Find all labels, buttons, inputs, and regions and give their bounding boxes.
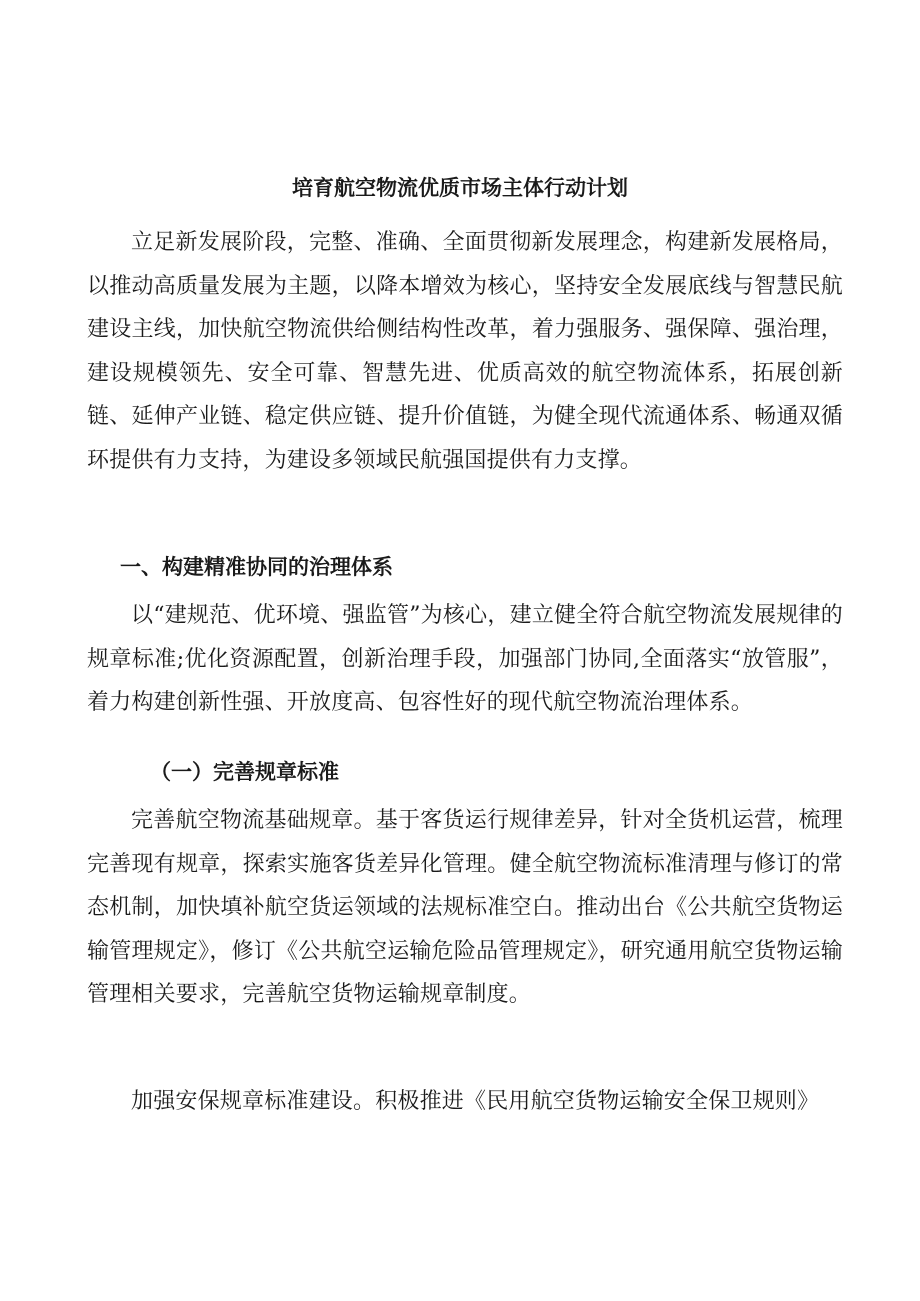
intro-paragraph: 立足新发展阶段，完整、准确、全面贯彻新发展理念，构建新发展格局，以推动高质量发展为主题，以降本增效为核心，坚持安全发展底线与智慧民航建设主线，加快航空物流供给侧结构性改革，着力强服务、强保障、强治理，建设规模领先、安全可靠、智慧先进、优质高效的航空物流体系，拓展创新链、延伸产业链、稳定供应链、提升价值链，为健全现代流通体系、畅通双循环提供有力支持，为建设多领域民航强国提供有力支撑。: [87, 230, 843, 473]
subsection-paragraph: 加强安保规章标准建设。积极推进《民用航空货物运输安全保卫规则》: [131, 1089, 820, 1114]
document-title: 培育航空物流优质市场主体行动计划: [292, 175, 628, 200]
subsection-paragraph: 完善航空物流基础规章。基于客货运行规律差异，针对全货机运营，梳理完善现有规章，探索实施客货差异化管理。健全航空物流标准清理与修订的常态机制，加快填补航空货运领域的法规标准空白。推动出台《公共航空货物运输管理规定》，修订《公共航空运输危险品管理规定》，研究通用航空货物运输管理相关要求，完善航空货物运输规章制度。: [87, 808, 843, 1007]
section-intro-paragraph: 以“建规范、优环境、强监管”为核心，建立健全符合航空物流发展规律的规章标准;优化资源配置，创新治理手段，加强部门协同,全面落实“放管服”，着力构建创新性强、开放度高、包容性好的现代航空物流治理体系。: [87, 603, 843, 715]
subsection-heading: （一）完善规章标准: [150, 759, 339, 784]
section-heading: 一、构建精准协同的治理体系: [120, 554, 393, 579]
